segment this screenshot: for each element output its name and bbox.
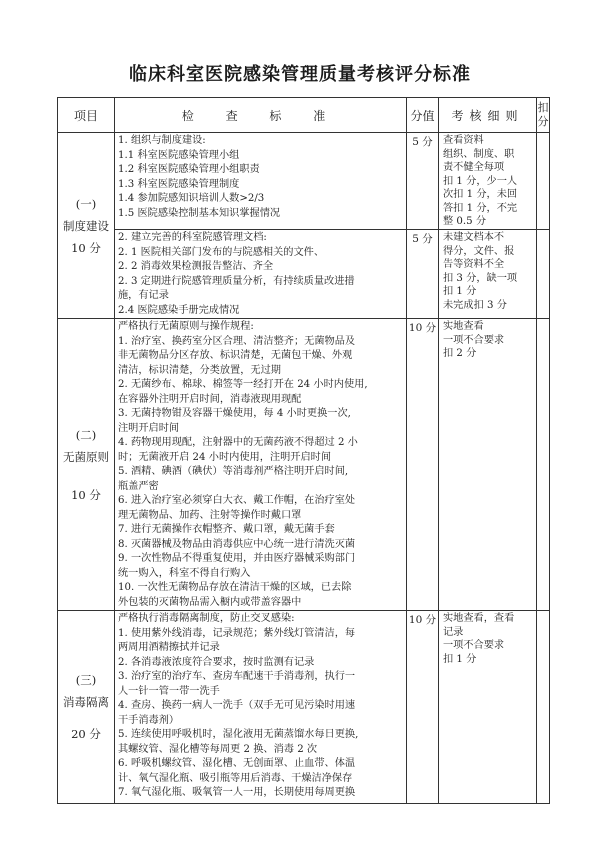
- document-title: 临床科室医院感染管理质量考核评分标准: [129, 64, 471, 85]
- table-row: [58, 319, 550, 611]
- content-line: 人一针一管一带一洗手: [118, 685, 220, 697]
- content-line: 两周用酒精擦拭并记录: [118, 642, 220, 653]
- content-cell: [115, 319, 407, 611]
- header-score: 分值: [407, 98, 439, 133]
- content-line: 5. 酒精、碘酒（碘伏）等消毒剂严格注明开启时间,: [118, 466, 349, 477]
- method-cell: [439, 611, 537, 804]
- method-line: 责不健全每项: [443, 162, 505, 173]
- content-line: 6. 呼吸机螺纹管、湿化槽、无创面罩、止血带、体温: [118, 758, 356, 769]
- content-line: 计、氧气湿化瓶、吸引瓶等用后消毒、干燥洁净保存: [118, 772, 353, 784]
- method-line: 未建文档本不: [443, 232, 505, 243]
- method-line: 告等资料不全: [443, 259, 505, 270]
- method-line: 整 0.5 分: [443, 216, 487, 227]
- deduct-cell: [537, 319, 550, 611]
- content-line: 10. 一次性无菌物品存放在清洁干燥的区域，已去除: [118, 582, 352, 593]
- method-cell: [439, 319, 537, 611]
- content-line: 严格执行消毒隔离制度，防止交叉感染:: [118, 613, 295, 624]
- method-line: 扣 3 分，缺一项: [443, 272, 518, 284]
- category-name: 消毒隔离: [63, 695, 109, 709]
- category-name: 制度建设: [63, 218, 109, 233]
- method-line: 一项不合要求: [443, 640, 505, 651]
- content-line: 2. 各消毒液浓度符合要求，按时监测有记录: [118, 656, 315, 668]
- table-row: [58, 611, 550, 804]
- content-line: 严格执行无菌原则与操作规程:: [118, 321, 254, 332]
- method-line: 未完成扣 3 分: [443, 299, 507, 311]
- content-line: 注明开启时间: [118, 422, 180, 434]
- table-row: [58, 230, 550, 319]
- category-name: 无菌原则: [63, 449, 109, 464]
- header-deduct: [537, 98, 550, 133]
- method-line: 扣 1 分: [443, 653, 477, 665]
- content-line: 1. 治疗室、换药室分区合理、清洁整齐；无菌物品及: [118, 335, 356, 347]
- content-line: 3. 无菌持物钳及容器干燥使用，每 4 小时更换一次,: [118, 408, 351, 419]
- category-number: (一): [75, 196, 97, 211]
- method-line: 扣 1 分: [443, 286, 477, 297]
- method-line: 扣 1 分，少一人: [443, 175, 518, 187]
- content-line: 2. 2 消毒效果检测报告整洁、齐全: [118, 261, 274, 272]
- content-line: 2.4 医院感染手册完成情况: [118, 304, 240, 316]
- method-line: 答扣 1 分，不完: [443, 202, 518, 214]
- table-row: [58, 133, 550, 230]
- method-line: 得分，文件、报: [443, 245, 515, 257]
- content-line: 在容器外注明开启时间，消毒液现用现配: [118, 393, 302, 405]
- method-line: 一项不合要求: [443, 334, 505, 346]
- method-line: 组织、制度、职: [443, 148, 515, 160]
- content-line: 干手消毒剂）: [118, 714, 180, 726]
- category-cell: [58, 133, 115, 319]
- method-cell: [439, 230, 537, 319]
- content-line: 其螺纹管、湿化槽等每周更 2 换、消毒 2 次: [118, 743, 318, 755]
- header-deduct-1: 扣: [537, 101, 549, 114]
- content-line: 1. 组织与制度建设:: [118, 135, 206, 146]
- content-line: 5. 连续使用呼吸机时，湿化液用无菌蒸馏水每日更换,: [118, 729, 359, 740]
- content-line: 2. 1 医院相关部门发布的与院感相关的文件、: [118, 246, 325, 258]
- content-line: 1.2 科室医院感染管理小组职责: [118, 164, 260, 175]
- score-cell: 10 分: [407, 611, 439, 804]
- deduct-cell: [537, 133, 550, 230]
- content-line: 2. 无菌纱布、棉球、棉签等一经打开在 24 小时内使用,: [118, 379, 368, 390]
- method-line: 查看资料: [443, 135, 484, 146]
- category-cell: [58, 319, 115, 611]
- content-line: 6. 进入治疗室必须穿白大衣、戴工作帽，在治疗室处: [118, 495, 356, 506]
- content-line: 理无菌物品、加药、注射等操作时戴口罩: [118, 509, 302, 521]
- content-line: 8. 灭菌器械及物品由消毒供应中心统一进行清洗灭菌: [118, 538, 356, 550]
- content-line: 9. 一次性物品不得重复使用，并由医疗器械采购部门: [118, 553, 356, 564]
- score-cell: 10 分: [407, 319, 439, 611]
- content-line: 2. 建立完善的科室院感管理文档:: [118, 232, 267, 243]
- content-line: 1. 使用紫外线消毒，记录规范；紫外线灯管清洁，每: [118, 627, 356, 639]
- content-line: 清洁，标识清楚，分类放置，无过期: [118, 364, 281, 376]
- content-cell: [115, 611, 407, 804]
- method-cell: [439, 133, 537, 230]
- content-line: 2. 3 定期进行院感管理质量分析，有持续质量改进措: [118, 275, 355, 287]
- content-line: 4. 药物现用现配，注射器中的无菌药液不得超过 2 小: [118, 437, 358, 448]
- content-line: 1.4 参加院感知识培训人数>2/3: [118, 193, 265, 204]
- content-cell: [115, 230, 407, 319]
- header-deduct-2: 分: [537, 115, 549, 128]
- header-row: [58, 98, 550, 133]
- header-method: 考核细则: [439, 98, 537, 133]
- category-score: 10 分: [71, 487, 101, 502]
- content-line: 统一购入，科室不得自行购入: [118, 567, 251, 579]
- method-line: 记录: [443, 626, 464, 638]
- method-line: 实地查看，查看: [443, 613, 515, 624]
- content-line: 3. 治疗室的治疗车、查房车配速干手消毒剂，执行一: [118, 671, 356, 682]
- content-cell: [115, 133, 407, 230]
- category-score: 10 分: [71, 240, 101, 255]
- deduct-cell: [537, 611, 550, 804]
- category-number: (三): [75, 673, 97, 687]
- content-line: 1.5 医院感染控制基本知识掌握情况: [118, 207, 281, 219]
- deduct-cell: [537, 230, 550, 319]
- content-line: 瓶盖严密: [118, 480, 159, 492]
- content-line: 非无菌物品分区存放、标识清楚，无菌包干燥、外观: [118, 350, 353, 361]
- method-line: 实地查看: [443, 321, 484, 332]
- header-item: 项目: [58, 98, 115, 133]
- content-line: 时；无菌液开启 24 小时内使用，注明开启时间: [118, 451, 332, 463]
- category-score: 20 分: [71, 727, 101, 741]
- content-line: 1.3 科室医院感染管理制度: [118, 178, 240, 190]
- score-cell: 5 分: [407, 230, 439, 319]
- content-line: 7. 氧气湿化瓶、吸氧管一人一用，长期使用每周更换: [118, 787, 356, 798]
- score-cell: 5 分: [407, 133, 439, 230]
- content-line: 1.1 科室医院感染管理小组: [118, 149, 240, 161]
- header-content: 检 查 标 准: [115, 98, 407, 133]
- method-line: 扣 2 分: [443, 348, 477, 359]
- content-line: 7. 进行无菌操作衣帽整齐、戴口罩，戴无菌手套: [118, 524, 335, 535]
- content-line: 外包装的灭菌物品需入橱内或带盖容器中: [118, 596, 302, 608]
- category-cell: [58, 611, 115, 804]
- assessment-table: [57, 97, 550, 804]
- category-number: (二): [75, 427, 97, 442]
- content-line: 施，有记录: [118, 290, 169, 301]
- content-line: 4. 查房、换药一病人一洗手（双手无可见污染时用速: [118, 700, 356, 711]
- method-line: 次扣 1 分，未回: [443, 189, 518, 200]
